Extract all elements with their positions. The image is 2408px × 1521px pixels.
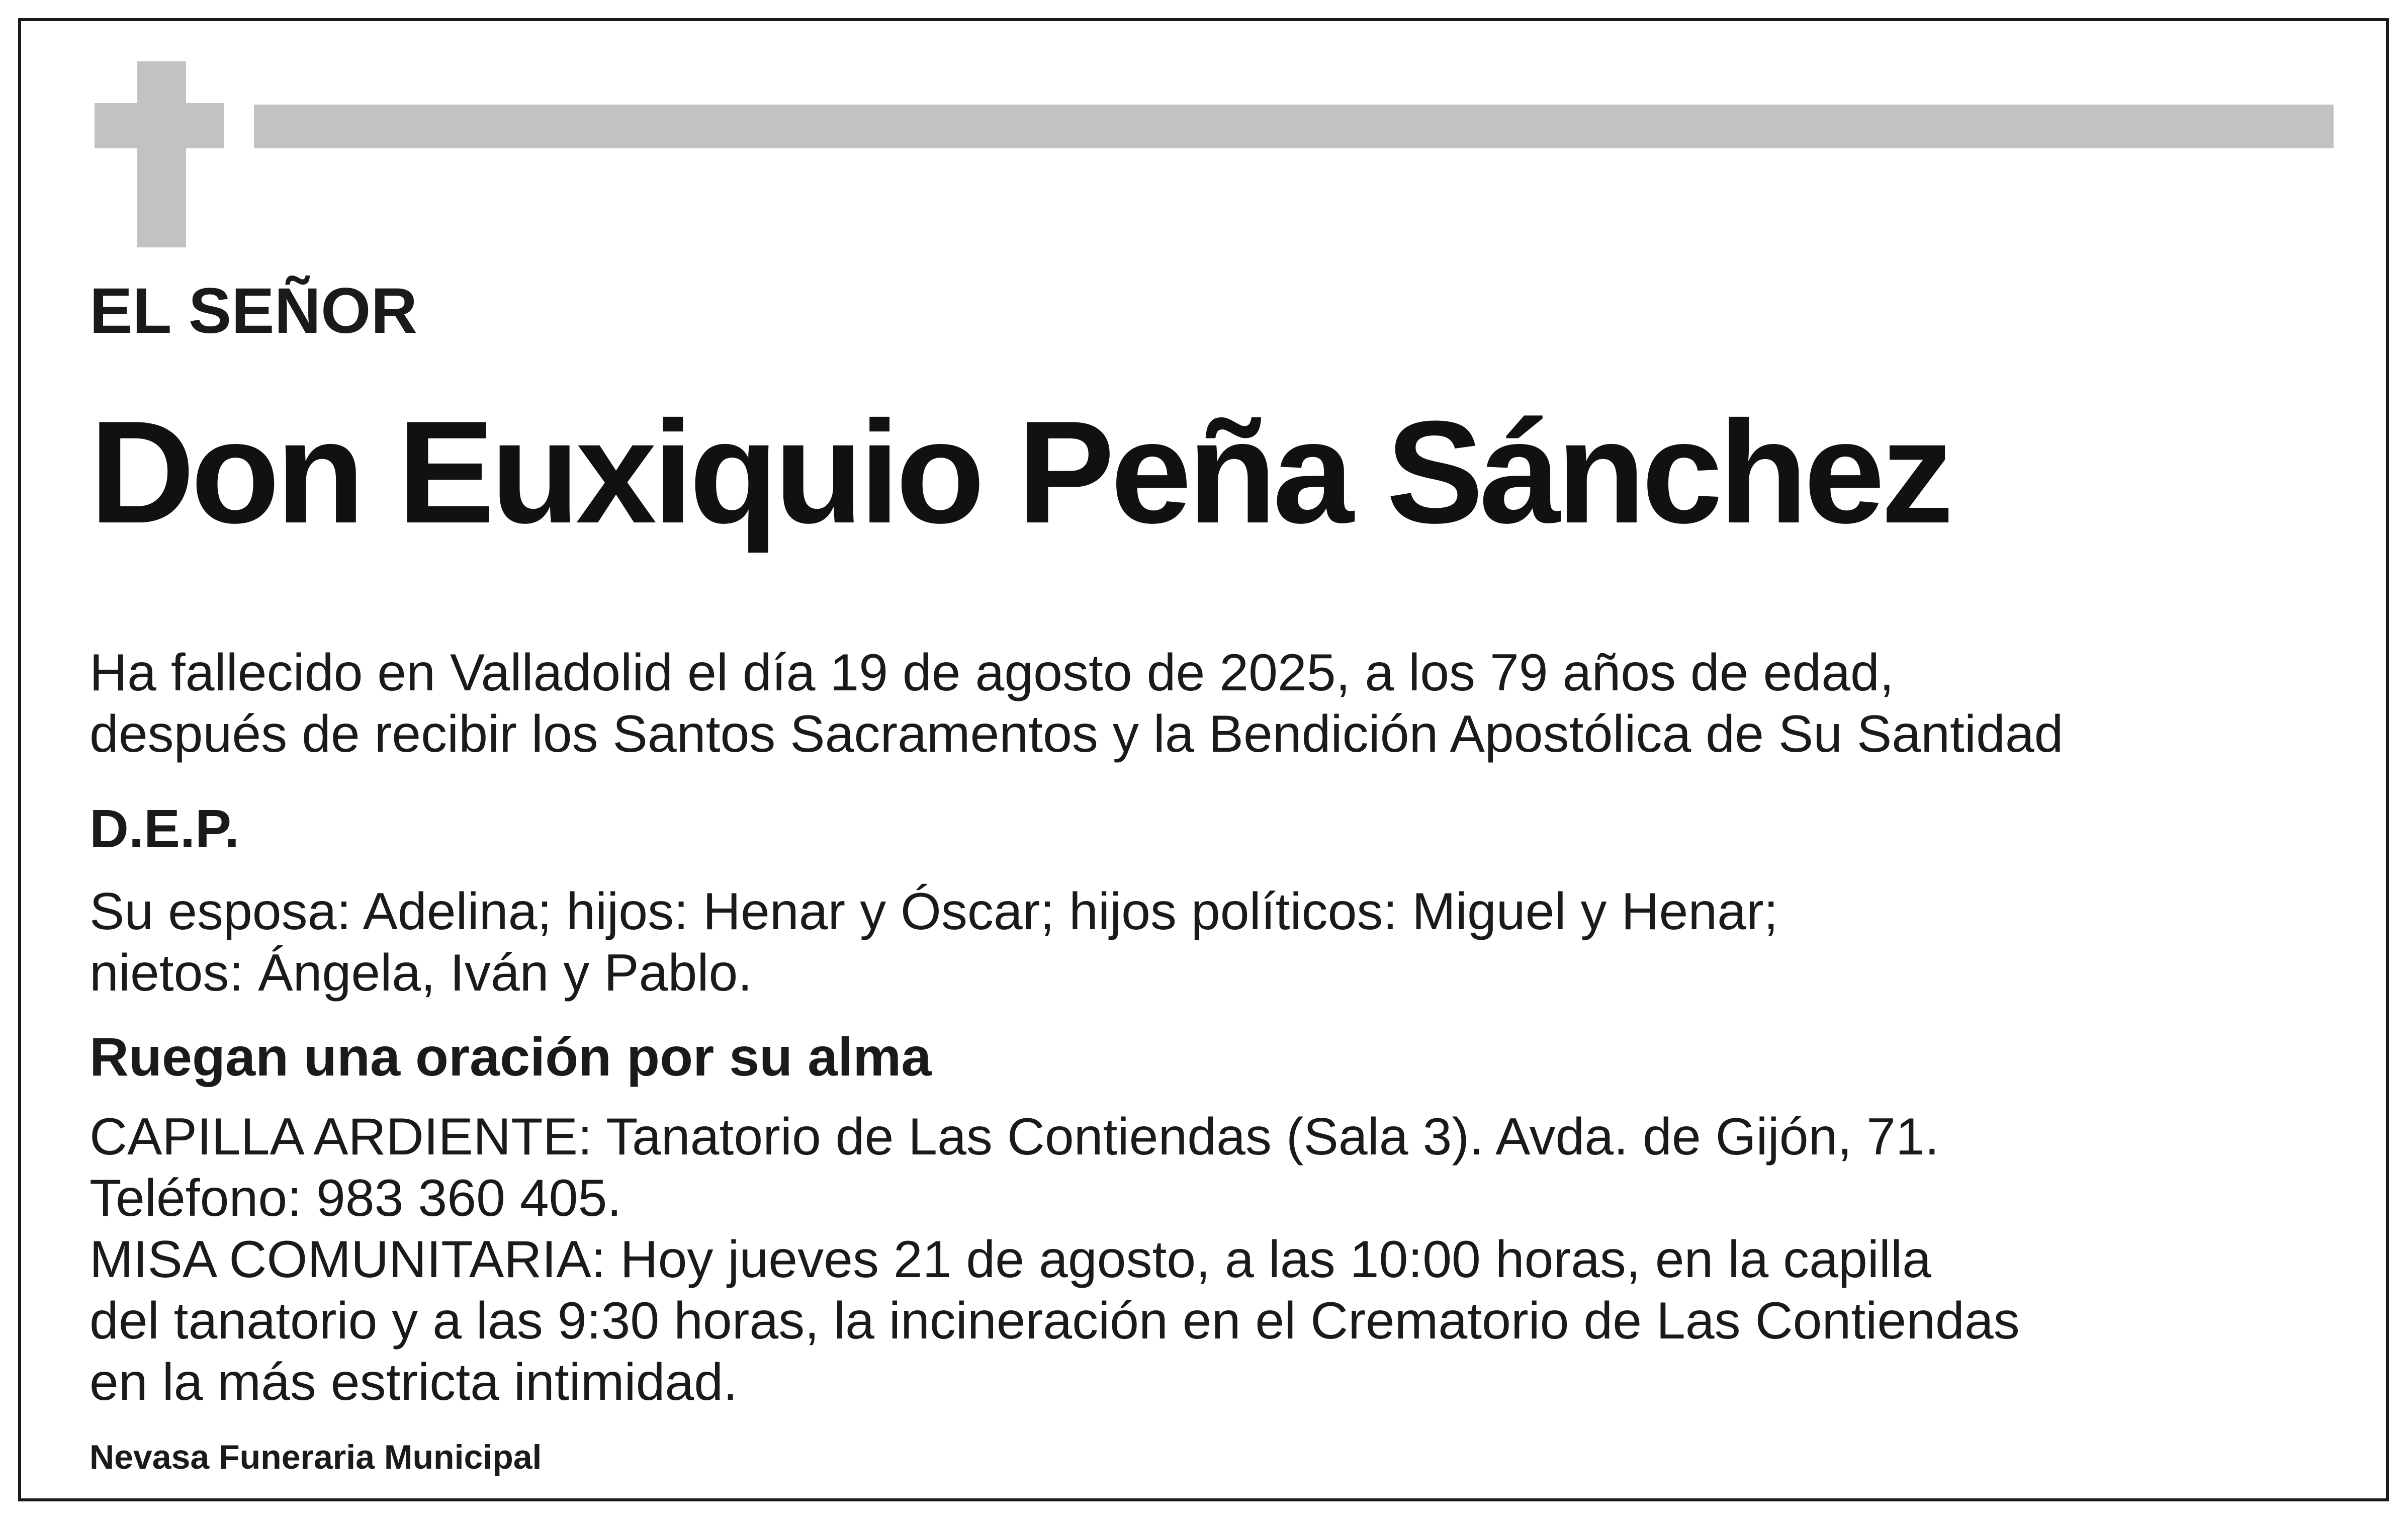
family-line: nietos: Ángela, Iván y Pablo. xyxy=(90,944,753,1002)
cross-horizontal-bar xyxy=(95,103,224,148)
family-line: Su esposa: Adelina; hijos: Henar y Óscar; hijos políticos: Miguel y Henar; xyxy=(90,882,1778,941)
prayer-request: Ruegan una oración por su alma xyxy=(90,1026,932,1087)
details-line: CAPILLA ARDIENTE: Tanatorio de Las Contiendas (Sala 3). Avda. de Gijón, 71. xyxy=(90,1108,1939,1166)
details-line: Teléfono: 983 360 405. xyxy=(90,1169,622,1227)
death-notice-line: Ha fallecido en Valladolid el día 19 de agosto de 2025, a los 79 años de edad, xyxy=(90,644,1894,702)
cross-vertical-bar xyxy=(137,61,186,247)
funeral-home: Nevasa Funeraria Municipal xyxy=(90,1438,542,1476)
death-notice xyxy=(90,642,2064,765)
details-line: en la más estricta intimidad. xyxy=(90,1353,738,1411)
rip-text: D.E.P. xyxy=(90,798,240,859)
family-members xyxy=(90,881,1778,1004)
details-line: del tanatorio y a las 9:30 horas, la incineración en el Crematorio de Las Contiendas xyxy=(90,1292,2020,1350)
honorific: EL SEÑOR xyxy=(90,275,417,347)
deceased-name: Don Euxiquio Peña Sánchez xyxy=(90,391,1950,554)
details-line: MISA COMUNITARIA: Hoy jueves 21 de agosto, a las 10:00 horas, en la capilla xyxy=(90,1230,1931,1289)
service-details xyxy=(90,1106,2020,1413)
death-notice-line: después de recibir los Santos Sacramentos y la Bendición Apostólica de Su Santidad xyxy=(90,705,2064,763)
header-divider-bar xyxy=(254,105,2334,148)
